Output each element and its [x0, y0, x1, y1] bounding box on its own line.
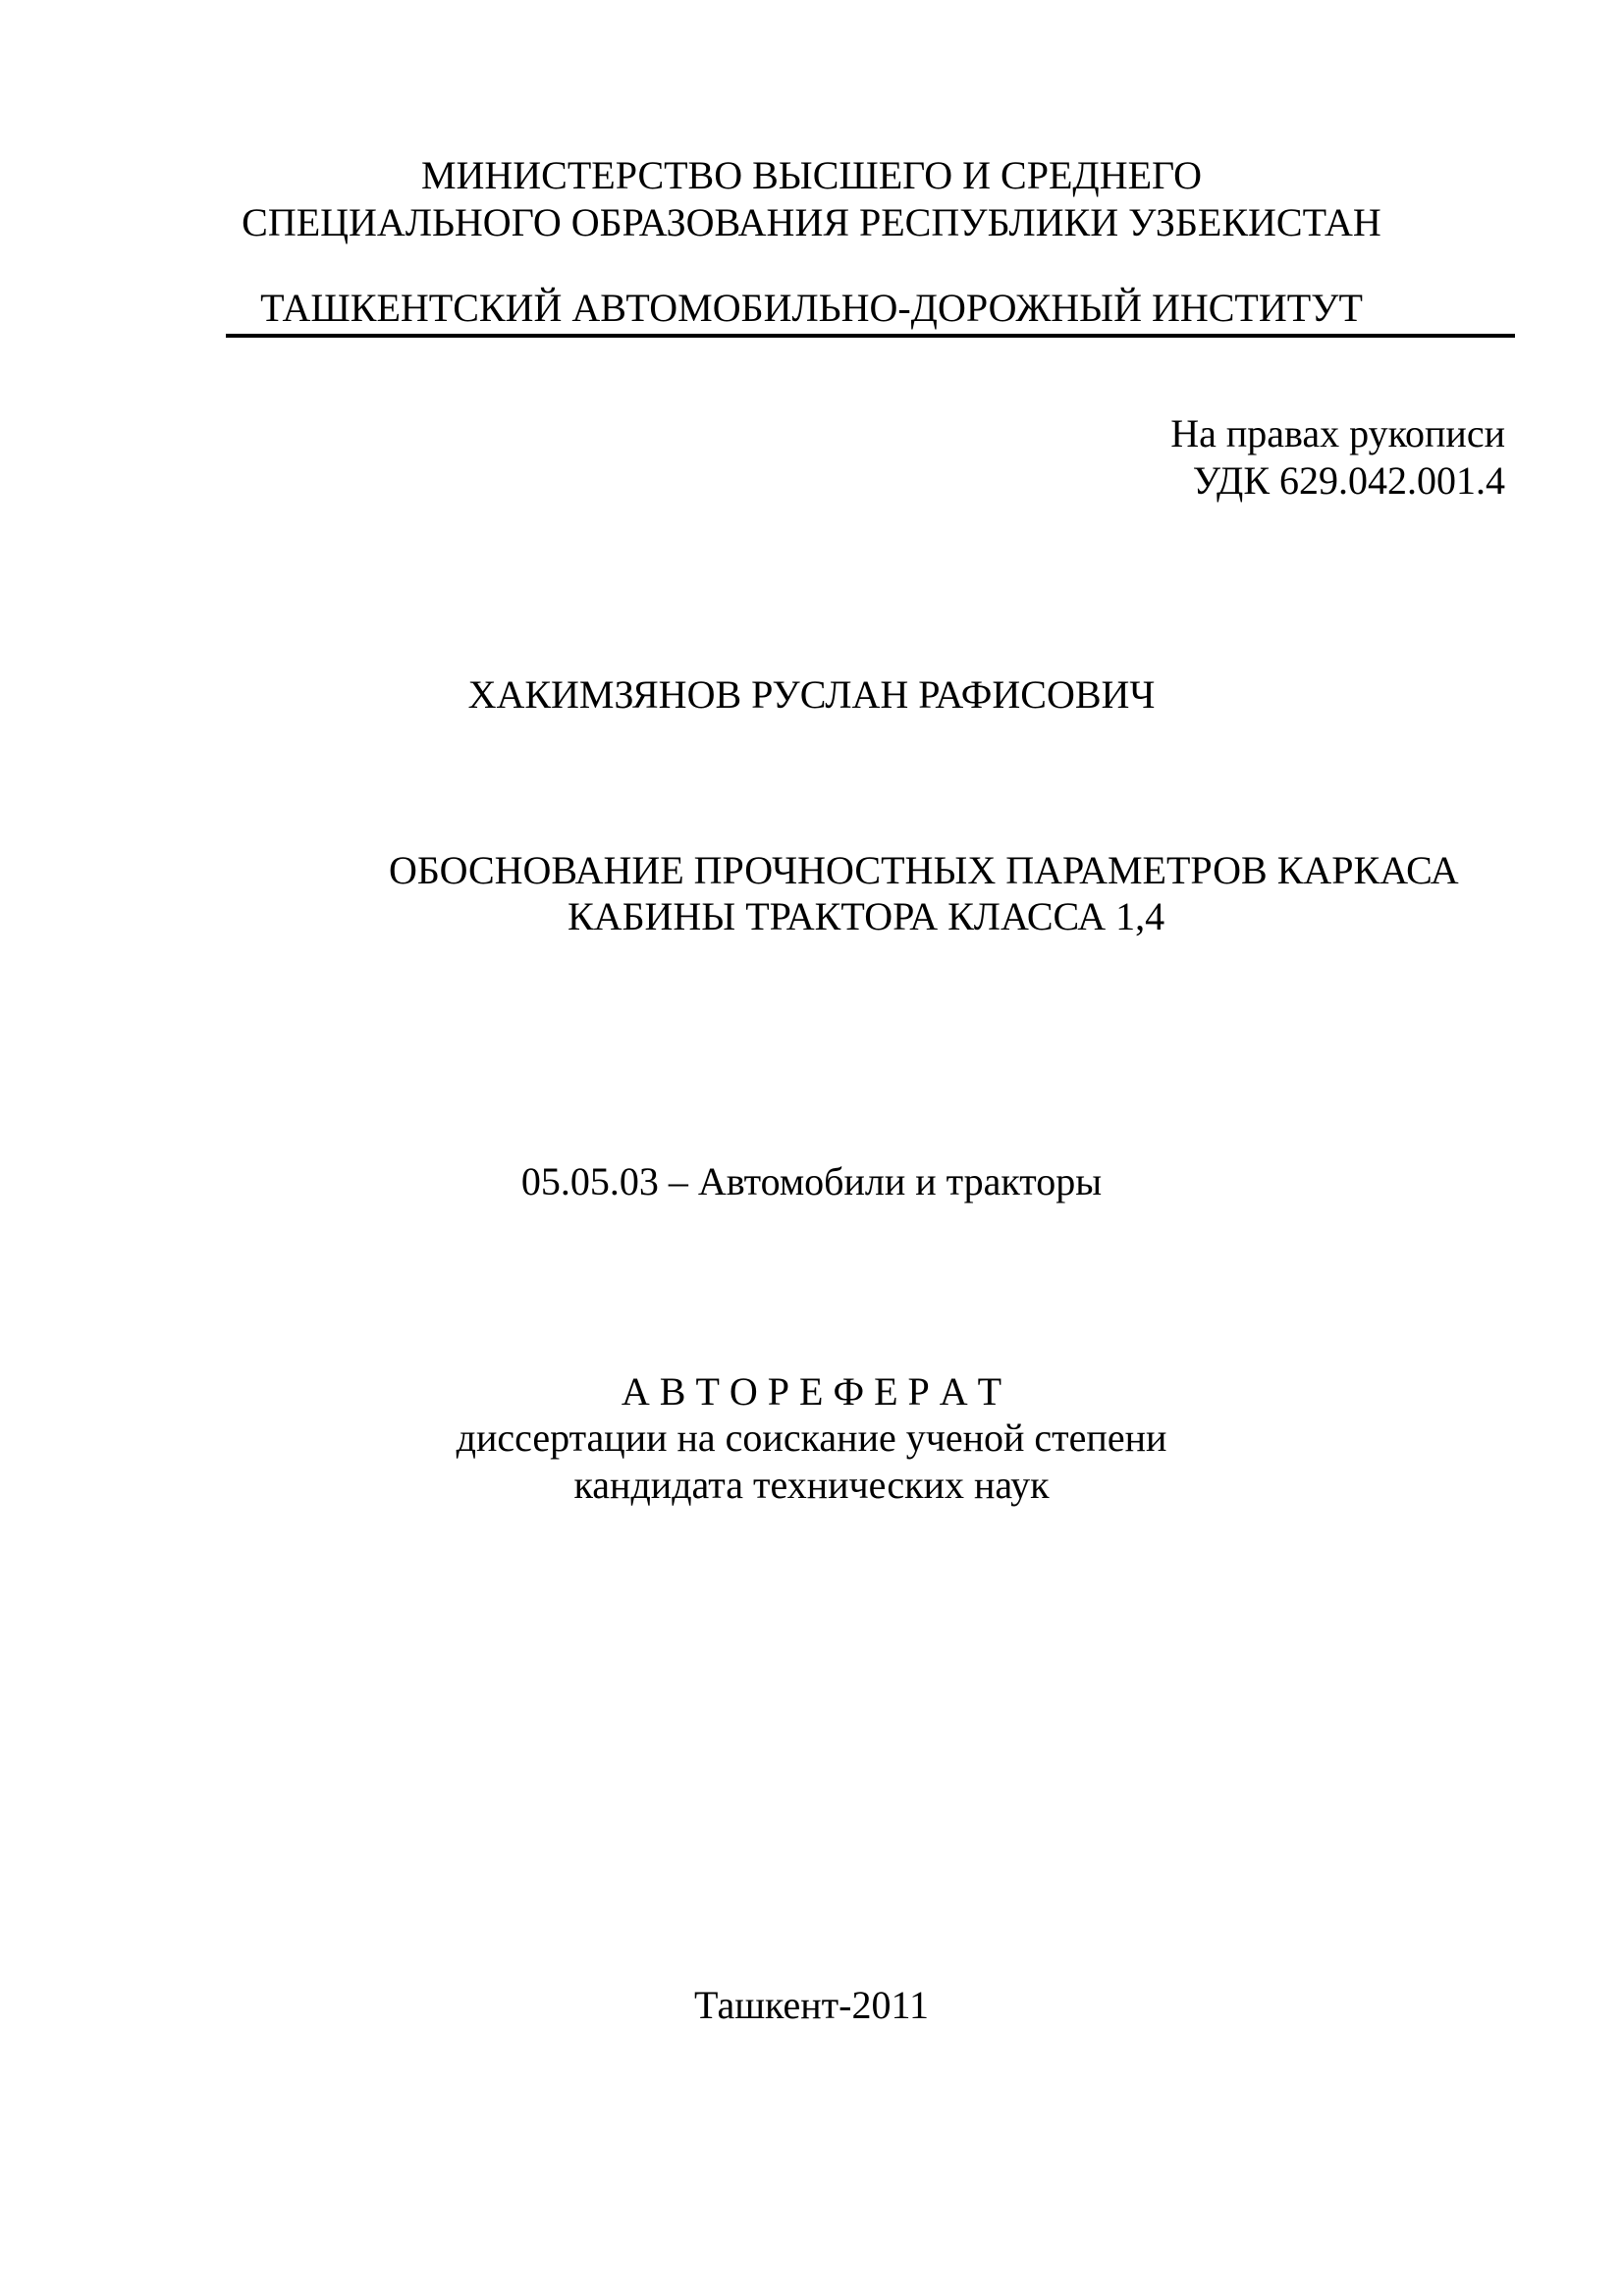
udc-code: УДК 629.042.001.4	[1192, 458, 1505, 503]
thesis-title-line-2: КАБИНЫ ТРАКТОРА КЛАССА 1,4	[568, 894, 1165, 938]
specialty-code: 05.05.03 – Автомобили и тракторы	[520, 1159, 1103, 1203]
manuscript-rights: На правах рукописи	[1170, 411, 1505, 455]
abstract-degree-line-1: диссертации на соискание ученой степени	[456, 1415, 1167, 1460]
ministry-line-1: МИНИСТЕРСТВО ВЫСШЕГО И СРЕДНЕГО	[420, 153, 1203, 197]
author-name: ХАКИМЗЯНОВ РУСЛАН РАФИСОВИЧ	[467, 672, 1156, 717]
abstract-degree-line-2: кандидата технических наук	[573, 1463, 1050, 1507]
ministry-line-2: СПЕЦИАЛЬНОГО ОБРАЗОВАНИЯ РЕСПУБЛИКИ УЗБЕКИСТАН	[242, 200, 1381, 244]
institute-name: ТАШКЕНТСКИЙ АВТОМОБИЛЬНО-ДОРОЖНЫЙ ИНСТИТУТ	[260, 286, 1363, 330]
header-divider	[226, 334, 1515, 338]
place-year: Ташкент-2011	[694, 1983, 929, 2027]
thesis-title-line-1: ОБОСНОВАНИЕ ПРОЧНОСТНЫХ ПАРАМЕТРОВ КАРКАСА	[389, 848, 1459, 892]
abstract-heading: А В Т О Р Е Ф Е Р А Т	[621, 1369, 1002, 1414]
